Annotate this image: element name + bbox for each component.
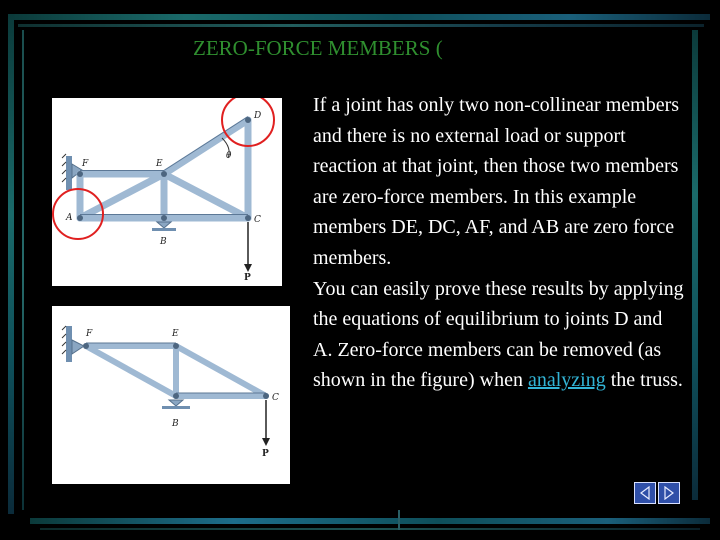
decorative-rail-top-inner (18, 24, 704, 27)
analyzing-link[interactable]: analyzing (527, 369, 606, 392)
roller-support (157, 222, 171, 228)
label-f: F (86, 329, 93, 339)
previous-slide-button[interactable] (634, 482, 656, 504)
slide-title: ZERO-FORCE MEMBERS ( (193, 36, 443, 60)
paragraph-proof (313, 274, 685, 396)
label-c: C (254, 215, 261, 225)
label-e: E (172, 329, 179, 339)
label-e: E (156, 159, 163, 169)
label-theta: θ (226, 151, 232, 161)
next-slide-button[interactable] (658, 482, 680, 504)
truss-members (80, 120, 248, 218)
label-p: P (244, 273, 251, 283)
paragraph-proof-text: You can easily prove these results by applying the equations of equilibrium to joints D and A. Zero-force members can be removed (as shown in the figure) when (313, 277, 684, 392)
truss-figure-full (52, 98, 282, 286)
paragraph-zero-force-definition: If a joint has only two non-collinear members and there is no external load or support reaction at that joint, then those two members are zero-force members. In this example members DE, DC, AF, and AB are zero force members. (313, 94, 680, 269)
decorative-rail-tick (398, 510, 400, 530)
decorative-rail-left (8, 14, 14, 514)
slide-navigation (634, 482, 680, 504)
triangle-left-icon (638, 486, 652, 500)
label-p: P (262, 449, 269, 459)
body-text (313, 90, 685, 396)
decorative-rail-bottom (30, 518, 710, 524)
decorative-rail-left-inner (22, 30, 24, 510)
truss-members (86, 346, 266, 396)
paragraph-proof-end: the truss. (605, 369, 683, 392)
label-c: C (272, 393, 279, 403)
roller-support (169, 400, 183, 406)
label-b: B (160, 237, 167, 247)
triangle-right-icon (662, 486, 676, 500)
decorative-rail-bottom-inner (40, 528, 700, 530)
label-d: D (254, 111, 262, 121)
decorative-rail-top (10, 14, 710, 20)
wall-support (66, 326, 72, 362)
label-f: F (82, 159, 89, 169)
wall-support (66, 156, 72, 190)
label-b: B (172, 419, 179, 429)
decorative-rail-right (692, 30, 698, 500)
truss-figure-reduced (52, 306, 290, 484)
label-a: A (66, 213, 73, 223)
